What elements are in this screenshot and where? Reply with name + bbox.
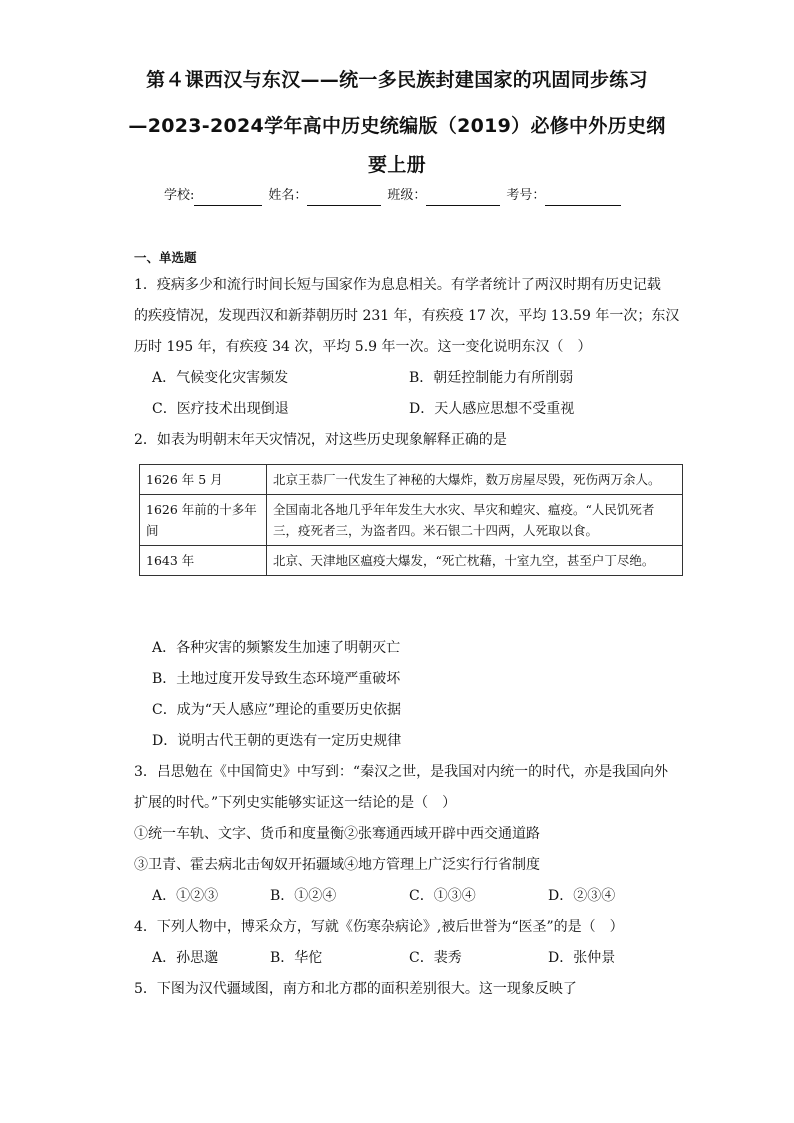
table-cell-event: 北京、天津地区瘟疫大爆发，“死亡枕藉，十室九空，甚至户丁尽绝。 xyxy=(267,546,683,576)
school-label: 学校: xyxy=(164,188,195,203)
name-label: 姓名： xyxy=(268,188,308,203)
q4-option-d[interactable]: D．张仲景 xyxy=(548,950,616,966)
q1-option-b[interactable]: B．朝廷控制能力有所削弱 xyxy=(409,370,574,386)
q2-stem: 2．如表为明朝末年天灾情况，对这些历史现象解释正确的是 xyxy=(134,432,507,448)
section-heading: 一、单选题 xyxy=(134,250,197,265)
q3-option-c[interactable]: C．①③④ xyxy=(409,888,476,904)
table-row xyxy=(140,546,683,576)
table-row xyxy=(140,465,683,495)
title-line-1: 第４课西汉与东汉——统一多民族封建国家的巩固同步练习 xyxy=(146,69,648,91)
table-cell-time: 1626 年 5 月 xyxy=(140,465,267,495)
class-blank[interactable] xyxy=(426,190,500,206)
q3-option-a[interactable]: A．①②③ xyxy=(152,888,219,904)
school-blank[interactable] xyxy=(194,190,262,206)
q2-option-c[interactable]: C．成为“天人感应”理论的重要历史依据 xyxy=(152,702,402,718)
q1-option-a[interactable]: A．气候变化灾害频发 xyxy=(152,370,289,386)
q3-line-4: ③卫青、霍去病北击匈奴开拓疆域④地方管理上广泛实行行省制度 xyxy=(134,857,540,873)
q1-line-3: 历时 195 年，有疾疫 34 次，平均 5.9 年一次。这一变化说明东汉（ ） xyxy=(134,339,592,355)
q1-option-d[interactable]: D．天人感应思想不受重视 xyxy=(409,401,575,417)
q4-option-a[interactable]: A．孙思邈 xyxy=(152,950,219,966)
q4-stem: 4．下列人物中，博采众方，写就《伤寒杂病论》,被后世誉为“医圣”的是（ ） xyxy=(134,919,624,935)
number-blank[interactable] xyxy=(545,190,621,206)
number-label: 考号： xyxy=(506,188,546,203)
q1-option-c[interactable]: C．医疗技术出现倒退 xyxy=(152,401,289,417)
student-info-row xyxy=(164,186,627,206)
table-row xyxy=(140,495,683,546)
q2-option-a[interactable]: A．各种灾害的频繁发生加速了明朝灭亡 xyxy=(152,640,401,656)
q3-option-d[interactable]: D．②③④ xyxy=(548,888,616,904)
q4-option-c[interactable]: C．裴秀 xyxy=(409,950,462,966)
table-cell-event: 全国南北各地几乎年年发生大水灾、旱灾和蝗灾、瘟疫。“人民饥死者三，疫死者三，为盗者四。米石银二十四两，人死取以食。 xyxy=(267,495,683,546)
q2-option-b[interactable]: B．土地过度开发导致生态环境严重破坏 xyxy=(152,671,401,687)
q3-option-b[interactable]: B．①②④ xyxy=(270,888,337,904)
disaster-table xyxy=(139,464,683,576)
name-blank[interactable] xyxy=(307,190,381,206)
q3-line-1: 3．吕思勉在《中国简史》中写到：“秦汉之世，是我国对内统一的时代，亦是我国向外 xyxy=(134,764,669,780)
q3-line-2: 扩展的时代。”下列史实能够实证这一结论的是（ ） xyxy=(134,795,457,811)
table-cell-time: 1626 年前的十多年间 xyxy=(140,495,267,546)
table-cell-event: 北京王恭厂一代发生了神秘的大爆炸，数万房屋尽毁，死伤两万余人。 xyxy=(267,465,683,495)
class-label: 班级： xyxy=(387,188,427,203)
q4-option-b[interactable]: B．华佗 xyxy=(270,950,323,966)
q2-option-d[interactable]: D．说明古代王朝的更迭有一定历史规律 xyxy=(152,733,402,749)
title-line-3: 要上册 xyxy=(368,154,426,176)
table-cell-time: 1643 年 xyxy=(140,546,267,576)
q1-line-1: 1．疫病多少和流行时间长短与国家作为息息相关。有学者统计了两汉时期有历史记载 xyxy=(134,277,661,293)
q1-line-2: 的疾疫情况，发现西汉和新莽朝历时 231 年，有疾疫 17 次，平均 13.59 年一次；东汉 xyxy=(134,308,680,324)
q5-stem: 5．下图为汉代疆域图，南方和北方郡的面积差别很大。这一现象反映了 xyxy=(134,981,577,997)
title-line-2: —2023-2024学年高中历史统编版（2019）必修中外历史纲 xyxy=(128,115,666,137)
q3-line-3: ①统一车轨、文字、货币和度量衡②张骞通西域开辟中西交通道路 xyxy=(134,826,540,842)
